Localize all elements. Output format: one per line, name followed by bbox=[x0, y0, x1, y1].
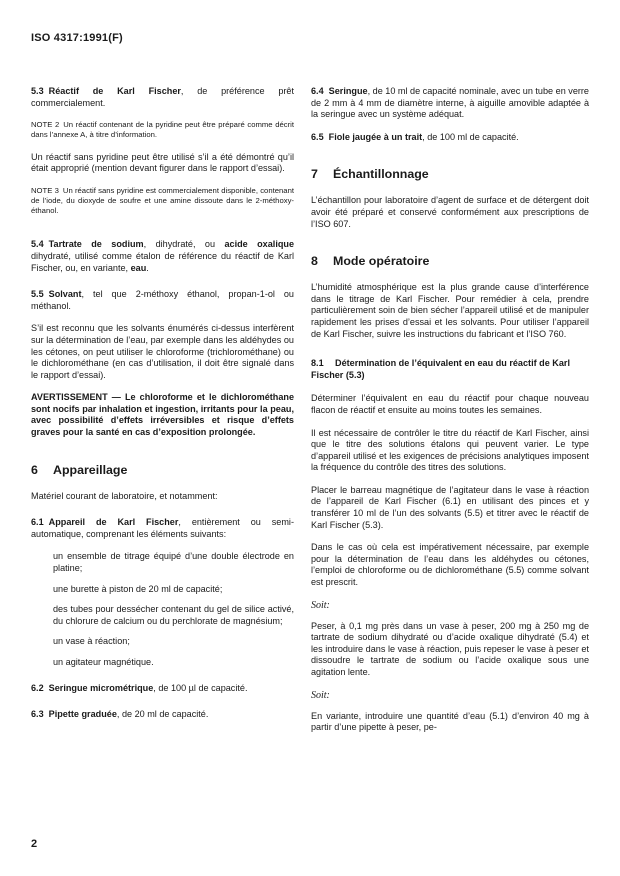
clause-term: acide oxalique bbox=[224, 239, 295, 250]
clause-text: , de 10 ml de capacité nominale, avec un tube en verre de 2 mm à 4 mm de diamètre interne, à aiguille amovible adaptée à la seringue avec un système adéquat. bbox=[311, 86, 589, 120]
clause-text: , de 100 ml de capacité. bbox=[422, 131, 519, 142]
subsection-number: 8.1 bbox=[311, 358, 324, 369]
clause-text: , tel que 2-méthoxy éthanol, propan-1-ol ou méthanol. bbox=[31, 289, 294, 311]
section-heading-6 bbox=[31, 463, 294, 477]
paragraph: L’humidité atmosphérique est la plus grande cause d’interférence dans le titrage de Karl Fischer. Pour remédier à cela, prendre particulièrement soin de bien sécher l’appareil utilisé et de manipuler rapidement les prises d’essai et les solvants. Pour utiliser l’appareil de Karl Fischer, suivre les instructions du fabricant et l’ISO 760. bbox=[311, 282, 589, 339]
clause-number: 5.3 bbox=[31, 86, 44, 96]
clause-term: Solvant bbox=[48, 289, 82, 300]
clause-term: Réactif de Karl Fischer bbox=[48, 86, 181, 96]
clause-6-3 bbox=[31, 709, 294, 721]
clause-number: 6.3 bbox=[31, 709, 44, 720]
clause-text: , dihydraté, ou bbox=[143, 239, 225, 250]
paragraph: Il est nécessaire de contrôler le titre du réactif de Karl Fischer, ainsi que le titre des solutions étalons qui peuvent varier. Le type d’appareil utilisé et les exigences de précisions analytiques imposent la fréquence du contrôle des titres des solutions. bbox=[311, 427, 589, 473]
clause-5-4 bbox=[31, 239, 294, 274]
clause-text: . bbox=[146, 262, 149, 273]
clause-number: 6.4 bbox=[311, 86, 324, 96]
clause-number: 6.1 bbox=[31, 517, 44, 528]
section-number: 7 bbox=[311, 167, 318, 182]
clause-text: , de 100 µl de capacité. bbox=[153, 682, 248, 693]
section-heading-7 bbox=[311, 167, 589, 181]
paragraph: Dans le cas où cela est impérativement nécessaire, par exemple pour la détermination de l’eau dans les aldéhydes ou cétones, l’emploi de chloroforme ou de dichlorométhane (5.5) comme solvant est prescrit. bbox=[311, 542, 589, 588]
clause-term: Fiole jaugée à un trait bbox=[328, 131, 423, 142]
clause-6-5 bbox=[311, 132, 589, 144]
left-column bbox=[31, 86, 294, 732]
clause-term: Tartrate de sodium bbox=[48, 239, 144, 250]
clause-5-5 bbox=[31, 289, 294, 312]
clause-6-2 bbox=[31, 683, 294, 695]
clause-term: Appareil de Karl Fischer bbox=[48, 517, 179, 528]
soit-label: Soit: bbox=[311, 599, 330, 611]
list-item: des tubes pour dessécher contenant du gel de silice activé, du chlorure de calcium ou du perchlorate de magnésium; bbox=[53, 604, 294, 626]
soit-label: Soit: bbox=[311, 689, 330, 701]
warning-paragraph: AVERTISSEMENT — Le chloroforme et le dichlorométhane sont nocifs par inhalation et ingestion, irritants pour la peau, avec possibilité d’effets irréversibles et risque d’effets graves pour la santé en cas d’exposition prolongée. bbox=[31, 392, 294, 438]
right-column bbox=[311, 86, 589, 745]
section-title: Appareillage bbox=[53, 462, 128, 477]
list-item: un vase à réaction; bbox=[53, 636, 130, 647]
clause-number: 5.5 bbox=[31, 289, 44, 300]
subsection-title: Détermination de l’équivalent en eau du réactif de Karl Fischer (5.3) bbox=[311, 358, 570, 380]
clause-5-3 bbox=[31, 86, 294, 109]
section-title: Mode opératoire bbox=[333, 254, 430, 269]
clause-text: , entièrement ou semi-automatique, comprenant les éléments suivants: bbox=[31, 517, 294, 539]
clause-text: , de préférence prêt commercialement. bbox=[31, 86, 294, 108]
paragraph: Déterminer l’équivalent en eau du réactif pour chaque nouveau flacon de réactif et ensuite au moins toutes les semaines. bbox=[311, 393, 589, 415]
paragraph: Matériel courant de laboratoire, et notamment: bbox=[31, 490, 218, 501]
clause-text: , de 20 ml de capacité. bbox=[116, 709, 209, 720]
clause-term: Seringue bbox=[328, 86, 368, 96]
paragraph: Peser, à 0,1 mg près dans un vase à peser, 200 mg à 250 mg de tartrate de sodium dihydraté ou d’acide oxalique dihydraté (5.4) et les introduire dans le vase à réaction, puis repeser le vase à peser et dissoudre le tartrate de sodium ou l’acide oxalique sous une agitation lente. bbox=[311, 620, 589, 677]
page-number: 2 bbox=[31, 838, 38, 850]
clause-number: 6.2 bbox=[31, 682, 44, 693]
paragraph: L’échantillon pour laboratoire d’agent de surface et de détergent doit avoir été préparé et conservé conformément aux prescriptions de l’ISO 607. bbox=[311, 195, 589, 229]
list-item: une burette à piston de 20 ml de capacité; bbox=[53, 583, 223, 594]
paragraph: En variante, introduire une quantité d’eau (5.1) d’environ 40 mg à partir d’une pipette à peser, pe- bbox=[311, 710, 589, 733]
clause-6-4 bbox=[311, 86, 589, 121]
equipment-list bbox=[31, 551, 294, 668]
note-text: Un réactif sans pyridine est commercialement disponible, contenant de l’iode, du dioxyde de soufre et une amine dissoute dans le 2-méthoxy-éthanol. bbox=[31, 185, 294, 215]
clause-text: dihydraté, utilisé comme étalon de référence du réactif de Karl Fischer, ou, en variante, bbox=[31, 250, 294, 273]
paragraph: S’il est reconnu que les solvants énumérés ci-dessus interfèrent sur la détermination de l’eau, par exemple dans les aldéhydes ou les cétones, on peut utiliser le chloroforme (trichlorométhane) ou le dichlorométhane (en cas d’utilisation, il doit être signalé dans le rapport d’essai). bbox=[31, 323, 294, 380]
paragraph: Placer le barreau magnétique de l’agitateur dans le vase à réaction de l’appareil de Karl Fischer (6.1) en utilisant des pinces et y transférer 10 ml de l’un des solvants (5.5) et titrer avec le réactif de Karl Fischer (5.3). bbox=[311, 484, 589, 530]
note-label: NOTE 3 bbox=[31, 185, 59, 195]
note-label: NOTE 2 bbox=[31, 120, 60, 130]
section-number: 6 bbox=[31, 462, 38, 477]
clause-number: 6.5 bbox=[311, 131, 324, 142]
section-heading-8 bbox=[311, 254, 589, 268]
list-item: un ensemble de titrage équipé d’une double électrode en platine; bbox=[53, 551, 294, 574]
note-3 bbox=[31, 186, 294, 215]
document-header: ISO 4317:1991(F) bbox=[31, 32, 123, 44]
paragraph: Un réactif sans pyridine peut être utilisé s’il a été démontré qu’il était approprié (mention devant figurer dans le rapport d’essai). bbox=[31, 151, 294, 174]
list-item: un agitateur magnétique. bbox=[53, 657, 154, 668]
section-title: Échantillonnage bbox=[333, 167, 429, 182]
clause-term: Pipette graduée bbox=[48, 709, 117, 720]
subsection-heading-8-1 bbox=[311, 358, 589, 381]
clause-number: 5.4 bbox=[31, 239, 44, 250]
clause-term: Seringue micrométrique bbox=[48, 682, 154, 693]
clause-term: eau bbox=[130, 262, 147, 273]
note-2 bbox=[31, 120, 294, 140]
section-number: 8 bbox=[311, 254, 318, 269]
note-text: Un réactif contenant de la pyridine peut être préparé comme décrit dans l’annexe A, à titre d’information. bbox=[31, 120, 294, 139]
clause-6-1 bbox=[31, 517, 294, 540]
